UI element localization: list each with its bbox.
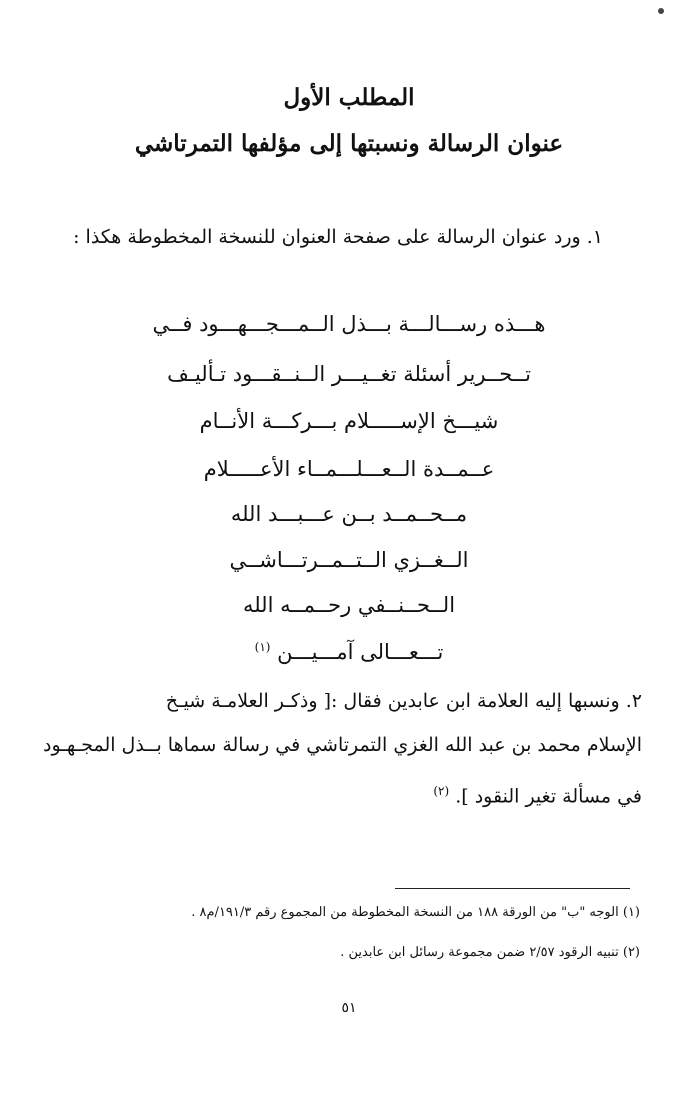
title-line-text: تـــعـــالى آمـــيـــن — [277, 640, 444, 664]
title-line: هـــذه رســـالـــة بـــذل الــمـــجـــهـــود فــي — [152, 312, 546, 336]
footnote-ref-1: (١) — [254, 640, 271, 654]
footnote-2: (٢) تنبيه الرقود ٢/٥٧ ضمن مجموعة رسائل ابن عابدين . — [340, 945, 640, 960]
scan-mark — [658, 8, 664, 14]
paragraph-2-line: الإسلام محمد بن عبد الله الغزي التمرتاشي في رسالة سماها بــذل المجـهـود — [43, 734, 642, 756]
title-line: مــحــمــد بــن عـــبـــد الله — [230, 502, 468, 526]
title-line: شيـــخ الإســـــلام بـــركـــة الأنــام — [199, 409, 499, 433]
title-line-last — [0, 640, 698, 664]
title-line: تــحــرير أسئلة تغــيـــر الــنــقـــود تـأليـف — [167, 362, 531, 386]
section-subtitle: عنوان الرسالة ونسبتها إلى مؤلفها التمرتاشي — [134, 130, 564, 157]
paragraph-2-text: في مسألة تغير النقود ]. — [455, 785, 642, 808]
paragraph-1: ١. ورد عنوان الرسالة على صفحة العنوان للنسخة المخطوطة هكذا : — [73, 226, 603, 248]
title-line: الــغــزي الــتــمــرتـــاشــي — [229, 548, 469, 572]
paragraph-2-line-last — [433, 784, 642, 807]
section-title: المطلب الأول — [283, 84, 415, 111]
page-number: ٥١ — [341, 1000, 357, 1016]
title-line: الــحــنــفي رحــمــه الله — [242, 593, 456, 617]
title-line: عــمــدة الــعـــلـــمــاء الأعـــــلام — [203, 457, 495, 481]
footnote-1: (١) الوجه "ب" من الورقة ١٨٨ من النسخة المخطوطة من المجموع رقم ١٩١/٣/م٨ . — [191, 905, 640, 920]
footnote-separator — [395, 888, 630, 889]
paragraph-2-line: ٢. ونسبها إليه العلامة ابن عابدين فقال :[ وذكـر العلامـة شيـخ — [165, 690, 642, 712]
footnote-ref-2: (٢) — [433, 784, 450, 798]
